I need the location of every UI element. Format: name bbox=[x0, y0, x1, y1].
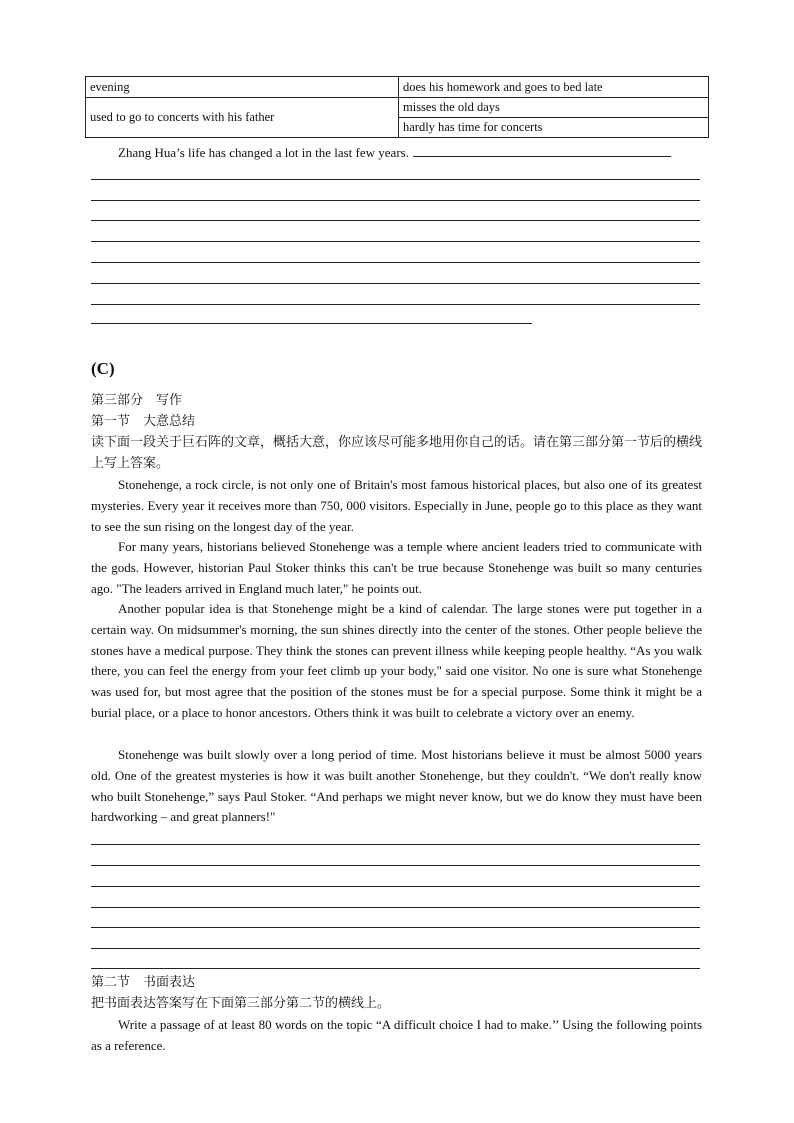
passage-paragraph: Stonehenge was built slowly over a long period of time. Most historians believe it must be almost 5000 years old. One of the greatest mysteries is how it was built another Stonehenge, but they couldn't. “We don't really know who built Stonehenge,” says Paul Stoker. “And perhaps we might never know, but we do know they must have been hardworking – and great planners!" bbox=[91, 747, 702, 825]
answer-line[interactable] bbox=[91, 179, 700, 180]
answer-line[interactable] bbox=[91, 283, 700, 284]
part-title: 第三部分 写作 bbox=[91, 393, 183, 408]
section1-title: 第一节 大意总结 bbox=[91, 414, 196, 429]
table-cell: evening bbox=[86, 77, 399, 98]
answer-line[interactable] bbox=[91, 241, 700, 242]
passage-paragraph: For many years, historians believed Stonehenge was a temple where ancient leaders tried to communicate with the gods. However, historian Paul Stoker thinks this can't be true because Stonehenge was built so many centuries ago. "The leaders arrived in England much later," he points out. bbox=[91, 539, 702, 596]
table-cell: hardly has time for concerts bbox=[399, 118, 709, 138]
info-table bbox=[85, 76, 709, 138]
answer-line[interactable] bbox=[91, 865, 700, 866]
answer-blank[interactable] bbox=[413, 142, 671, 157]
section2-title: 第二节 书面表达 bbox=[91, 975, 196, 990]
answer-line[interactable] bbox=[91, 304, 700, 305]
section-heading: (C) bbox=[91, 359, 115, 378]
answer-line[interactable] bbox=[91, 262, 700, 263]
answer-line[interactable] bbox=[91, 220, 700, 221]
writing-prompt-line bbox=[91, 142, 702, 164]
answer-line[interactable] bbox=[91, 927, 700, 928]
passage-paragraph: Another popular idea is that Stonehenge might be a kind of calendar. The large stones were put together in a certain way. On midsummer's morning, the sun shines directly into the center of the stones. Other people believe the stones have a medical purpose. They think the stones can prevent illness while keeping people healthy. “As you walk there, you can feel the energy from your feet climb up your body," said one visitor. No one is sure what Stonehenge was used for, but most agree that the position of the stones must be for a special purpose. Some think it might be a burial place, or a place to honor ancestors. Others think it was built to celebrate a victory over an enemy. bbox=[91, 601, 702, 720]
answer-line[interactable] bbox=[91, 948, 700, 949]
writing-prompt: Zhang Hua’s life has changed a lot in the last few years. bbox=[118, 145, 409, 160]
section2-prompt: Write a passage of at least 80 words on the topic “A difficult choice I had to make.’’ Using the following points as a reference. bbox=[91, 1017, 702, 1053]
table-cell: misses the old days bbox=[399, 98, 709, 118]
table-cell: does his homework and goes to bed late bbox=[399, 77, 709, 98]
answer-line[interactable] bbox=[91, 200, 700, 201]
table-row bbox=[86, 77, 709, 98]
answer-line[interactable] bbox=[91, 886, 700, 887]
table-cell: used to go to concerts with his father bbox=[86, 98, 399, 138]
answer-line[interactable] bbox=[91, 323, 532, 324]
answer-line[interactable] bbox=[91, 968, 700, 969]
section2-instruction: 把书面表达答案写在下面第三部分第二节的横线上。 bbox=[91, 996, 391, 1011]
section1-instruction: 读下面一段关于巨石阵的文章，概括大意，你应该尽可能多地用你自己的话。请在第三部分第一节后的横线上写上答案。 bbox=[91, 435, 703, 471]
table-row bbox=[86, 98, 709, 118]
passage-paragraph: Stonehenge, a rock circle, is not only one of Britain's most famous historical places, but also one of its greatest mysteries. Every year it receives more than 750, 000 visitors. Especially in June, people go to this place as they want to see the sun rising on the longest day of the year. bbox=[91, 477, 702, 534]
answer-line[interactable] bbox=[91, 844, 700, 845]
answer-line[interactable] bbox=[91, 907, 700, 908]
